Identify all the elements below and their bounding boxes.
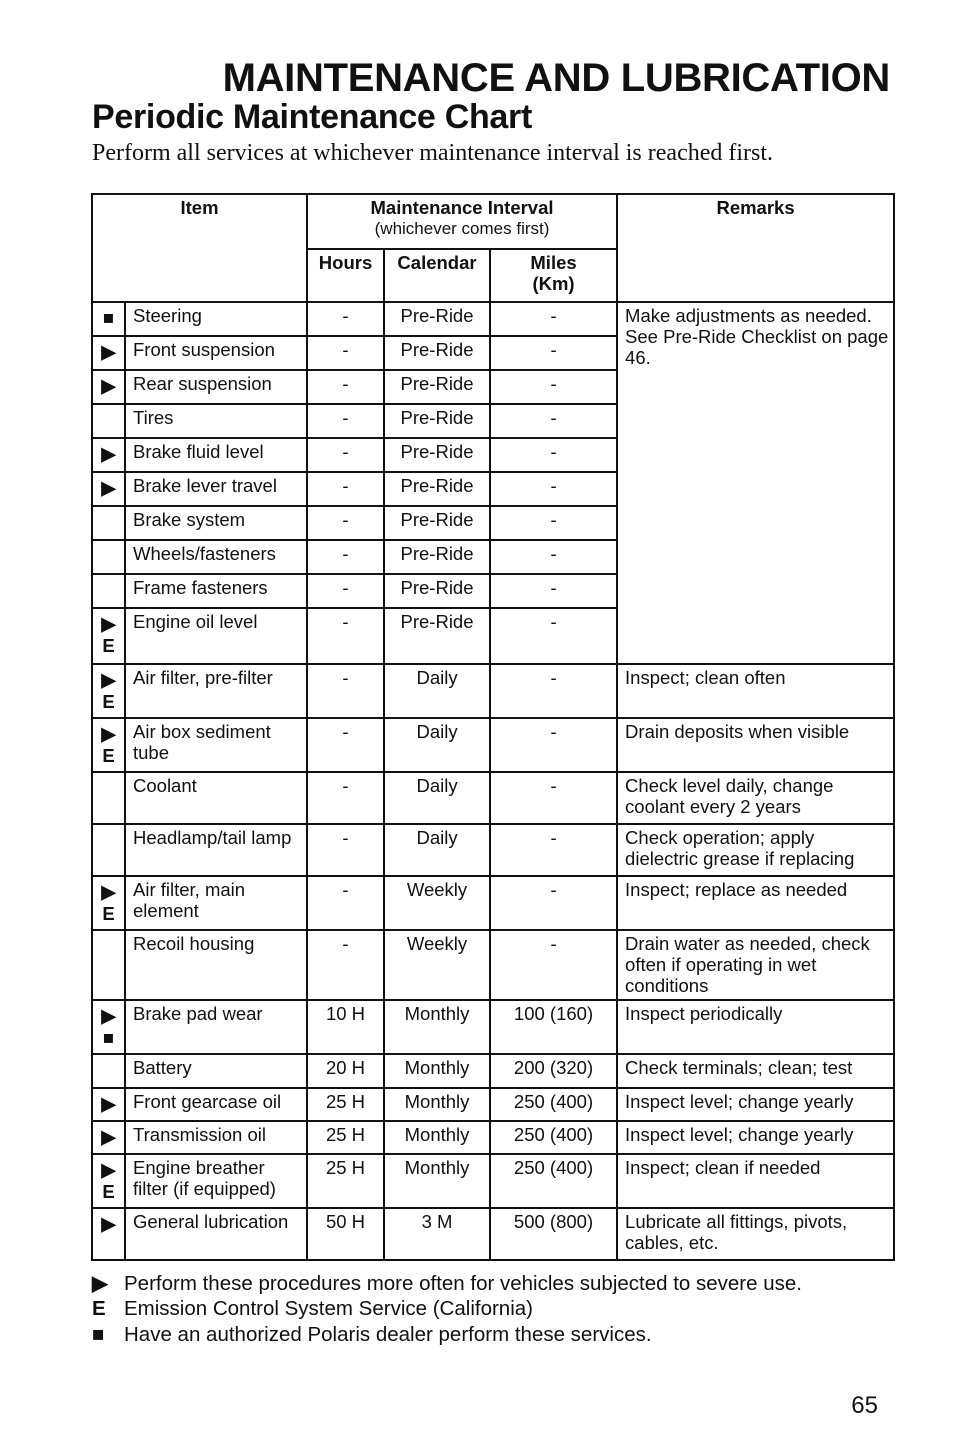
row-symbols bbox=[92, 664, 125, 718]
row-symbol: E bbox=[102, 1181, 115, 1202]
item-cell: Engine oil level bbox=[125, 608, 307, 664]
row-symbols bbox=[92, 438, 125, 472]
miles-cell: 250 (400) bbox=[490, 1121, 617, 1154]
remarks-cell: Inspect; clean if needed bbox=[617, 1154, 894, 1208]
item-cell: Headlamp/tail lamp bbox=[125, 824, 307, 876]
row-symbols bbox=[92, 540, 125, 574]
header-maintenance-interval bbox=[307, 194, 617, 249]
remarks-cell: Inspect level; change yearly bbox=[617, 1088, 894, 1121]
row-symbols bbox=[92, 876, 125, 930]
row-symbol: ▶ bbox=[101, 1126, 116, 1147]
calendar-cell: 3 M bbox=[384, 1208, 490, 1260]
page-number: 65 bbox=[851, 1392, 878, 1419]
row-symbol: ▶ bbox=[101, 723, 116, 744]
hours-cell: 25 H bbox=[307, 1154, 384, 1208]
table-row bbox=[92, 772, 894, 824]
item-cell: Recoil housing bbox=[125, 930, 307, 1000]
header-miles-label: Miles bbox=[530, 252, 577, 273]
row-symbol: ▶ bbox=[101, 477, 116, 498]
row-symbols bbox=[92, 506, 125, 540]
remarks-cell: Inspect; clean often bbox=[617, 664, 894, 718]
row-symbol: ▶ bbox=[101, 341, 116, 362]
item-cell: Frame fasteners bbox=[125, 574, 307, 608]
item-cell: Tires bbox=[125, 404, 307, 438]
hours-cell: - bbox=[307, 574, 384, 608]
table-row bbox=[92, 824, 894, 876]
page-title: MAINTENANCE AND LUBRICATION bbox=[222, 56, 890, 100]
legend-item bbox=[92, 1272, 802, 1296]
row-symbols bbox=[92, 574, 125, 608]
miles-cell: - bbox=[490, 876, 617, 930]
row-symbols bbox=[92, 1088, 125, 1121]
hours-cell: 20 H bbox=[307, 1054, 384, 1088]
miles-cell: - bbox=[490, 370, 617, 404]
intro-text: Perform all services at whichever maintenance interval is reached first. bbox=[92, 140, 774, 166]
miles-cell: - bbox=[490, 772, 617, 824]
maintenance-chart-table bbox=[91, 193, 895, 1261]
table-row bbox=[92, 930, 894, 1000]
table-row bbox=[92, 664, 894, 718]
legend-item bbox=[92, 1297, 533, 1321]
chart-body bbox=[92, 302, 894, 1260]
row-symbols bbox=[92, 608, 125, 664]
remarks-cell: Inspect; replace as needed bbox=[617, 876, 894, 930]
calendar-cell: Weekly bbox=[384, 930, 490, 1000]
item-cell: Coolant bbox=[125, 772, 307, 824]
calendar-cell: Monthly bbox=[384, 1088, 490, 1121]
item-cell: Rear suspension bbox=[125, 370, 307, 404]
calendar-cell: Weekly bbox=[384, 876, 490, 930]
hours-cell: - bbox=[307, 718, 384, 772]
row-symbols bbox=[92, 1000, 125, 1054]
item-cell: General lubrication bbox=[125, 1208, 307, 1260]
remarks-cell: Inspect periodically bbox=[617, 1000, 894, 1054]
row-symbol: ▶ bbox=[101, 443, 116, 464]
hours-cell: - bbox=[307, 824, 384, 876]
calendar-cell: Daily bbox=[384, 772, 490, 824]
row-symbol: ▶ bbox=[101, 375, 116, 396]
header-miles bbox=[490, 249, 617, 302]
miles-cell: - bbox=[490, 824, 617, 876]
row-symbol: ▶ bbox=[101, 881, 116, 902]
miles-cell: - bbox=[490, 472, 617, 506]
item-cell: Brake system bbox=[125, 506, 307, 540]
calendar-cell: Pre-Ride bbox=[384, 438, 490, 472]
hours-cell: - bbox=[307, 664, 384, 718]
row-symbol: E bbox=[102, 691, 115, 712]
row-symbols bbox=[92, 472, 125, 506]
header-interval-label: Maintenance Interval bbox=[370, 197, 554, 218]
item-cell: Battery bbox=[125, 1054, 307, 1088]
header-hours: Hours bbox=[307, 249, 384, 302]
miles-cell: - bbox=[490, 336, 617, 370]
row-symbol: ■ bbox=[102, 307, 115, 328]
header-item: Item bbox=[92, 194, 307, 302]
hours-cell: - bbox=[307, 438, 384, 472]
item-cell: Wheels/fasteners bbox=[125, 540, 307, 574]
miles-cell: - bbox=[490, 404, 617, 438]
hours-cell: - bbox=[307, 930, 384, 1000]
row-symbols bbox=[92, 824, 125, 876]
row-symbol: ▶ bbox=[101, 613, 116, 634]
row-symbol: E bbox=[102, 903, 115, 924]
legend-mark: E bbox=[92, 1297, 106, 1320]
calendar-cell: Pre-Ride bbox=[384, 608, 490, 664]
section-title: Periodic Maintenance Chart bbox=[92, 98, 532, 136]
row-symbols bbox=[92, 1121, 125, 1154]
hours-cell: 25 H bbox=[307, 1088, 384, 1121]
miles-cell: - bbox=[490, 930, 617, 1000]
miles-cell: - bbox=[490, 302, 617, 336]
calendar-cell: Daily bbox=[384, 718, 490, 772]
table-row bbox=[92, 1000, 894, 1054]
row-symbols bbox=[92, 370, 125, 404]
table-row bbox=[92, 876, 894, 930]
table-row bbox=[92, 1088, 894, 1121]
item-cell: Front suspension bbox=[125, 336, 307, 370]
miles-cell: - bbox=[490, 506, 617, 540]
calendar-cell: Pre-Ride bbox=[384, 506, 490, 540]
row-symbol: ▶ bbox=[101, 1005, 116, 1026]
row-symbol: ▶ bbox=[101, 669, 116, 690]
legend-text: Perform these procedures more often for vehicles subjected to severe use. bbox=[124, 1272, 802, 1295]
hours-cell: 10 H bbox=[307, 1000, 384, 1054]
item-cell: Air box sediment tube bbox=[125, 718, 307, 772]
calendar-cell: Monthly bbox=[384, 1154, 490, 1208]
hours-cell: - bbox=[307, 506, 384, 540]
item-cell: Brake lever travel bbox=[125, 472, 307, 506]
row-symbols bbox=[92, 1208, 125, 1260]
miles-cell: 500 (800) bbox=[490, 1208, 617, 1260]
item-cell: Front gearcase oil bbox=[125, 1088, 307, 1121]
hours-cell: - bbox=[307, 772, 384, 824]
miles-cell: - bbox=[490, 664, 617, 718]
hours-cell: - bbox=[307, 540, 384, 574]
calendar-cell: Pre-Ride bbox=[384, 540, 490, 574]
remarks-cell: Check level daily, change coolant every 2 years bbox=[617, 772, 894, 824]
header-km-label: (Km) bbox=[532, 273, 575, 294]
hours-cell: - bbox=[307, 876, 384, 930]
calendar-cell: Monthly bbox=[384, 1054, 490, 1088]
row-symbol: ▶ bbox=[101, 1213, 116, 1234]
remarks-cell: Inspect level; change yearly bbox=[617, 1121, 894, 1154]
hours-cell: - bbox=[307, 336, 384, 370]
legend-text: Have an authorized Polaris dealer perform these services. bbox=[124, 1323, 652, 1346]
miles-cell: 250 (400) bbox=[490, 1088, 617, 1121]
hours-cell: - bbox=[307, 370, 384, 404]
remarks-cell: Drain deposits when visible bbox=[617, 718, 894, 772]
legend-mark: ▶ bbox=[92, 1272, 108, 1295]
calendar-cell: Pre-Ride bbox=[384, 302, 490, 336]
row-symbols bbox=[92, 302, 125, 336]
legend-mark: ■ bbox=[92, 1323, 105, 1346]
hours-cell: 50 H bbox=[307, 1208, 384, 1260]
row-symbol: E bbox=[102, 635, 115, 656]
row-symbols bbox=[92, 404, 125, 438]
remarks-cell: Check terminals; clean; test bbox=[617, 1054, 894, 1088]
table-row bbox=[92, 1121, 894, 1154]
row-symbols bbox=[92, 718, 125, 772]
miles-cell: 250 (400) bbox=[490, 1154, 617, 1208]
row-symbol: E bbox=[102, 745, 115, 766]
calendar-cell: Pre-Ride bbox=[384, 370, 490, 404]
item-cell: Air filter, pre-filter bbox=[125, 664, 307, 718]
calendar-cell: Monthly bbox=[384, 1121, 490, 1154]
row-symbols bbox=[92, 1154, 125, 1208]
hours-cell: - bbox=[307, 302, 384, 336]
calendar-cell: Pre-Ride bbox=[384, 404, 490, 438]
remarks-cell: Lubricate all fittings, pivots, cables, etc. bbox=[617, 1208, 894, 1260]
item-cell: Air filter, main element bbox=[125, 876, 307, 930]
table-row bbox=[92, 302, 894, 336]
item-cell: Engine breather filter (if equipped) bbox=[125, 1154, 307, 1208]
remarks-cell-preride: Make adjustments as needed. See Pre-Ride Checklist on page 46. bbox=[617, 302, 894, 664]
miles-cell: - bbox=[490, 574, 617, 608]
header-calendar: Calendar bbox=[384, 249, 490, 302]
item-cell: Brake pad wear bbox=[125, 1000, 307, 1054]
hours-cell: - bbox=[307, 404, 384, 438]
row-symbols bbox=[92, 930, 125, 1000]
row-symbols bbox=[92, 772, 125, 824]
miles-cell: - bbox=[490, 540, 617, 574]
hours-cell: - bbox=[307, 608, 384, 664]
row-symbol: ▶ bbox=[101, 1159, 116, 1180]
legend-item bbox=[92, 1323, 652, 1347]
row-symbol: ■ bbox=[102, 1027, 115, 1048]
remarks-cell: Check operation; apply dielectric grease if replacing bbox=[617, 824, 894, 876]
miles-cell: 100 (160) bbox=[490, 1000, 617, 1054]
hours-cell: 25 H bbox=[307, 1121, 384, 1154]
miles-cell: - bbox=[490, 608, 617, 664]
calendar-cell: Pre-Ride bbox=[384, 472, 490, 506]
item-cell: Brake fluid level bbox=[125, 438, 307, 472]
row-symbols bbox=[92, 336, 125, 370]
header-remarks: Remarks bbox=[617, 194, 894, 302]
miles-cell: - bbox=[490, 718, 617, 772]
table-row bbox=[92, 718, 894, 772]
miles-cell: 200 (320) bbox=[490, 1054, 617, 1088]
calendar-cell: Pre-Ride bbox=[384, 336, 490, 370]
calendar-cell: Monthly bbox=[384, 1000, 490, 1054]
table-row bbox=[92, 1208, 894, 1260]
remarks-cell: Drain water as needed, check often if operating in wet conditions bbox=[617, 930, 894, 1000]
table-row bbox=[92, 1054, 894, 1088]
row-symbols bbox=[92, 1054, 125, 1088]
item-cell: Transmission oil bbox=[125, 1121, 307, 1154]
hours-cell: - bbox=[307, 472, 384, 506]
table-row bbox=[92, 1154, 894, 1208]
calendar-cell: Daily bbox=[384, 824, 490, 876]
row-symbol: ▶ bbox=[101, 1093, 116, 1114]
miles-cell: - bbox=[490, 438, 617, 472]
header-interval-note: (whichever comes first) bbox=[374, 219, 550, 238]
legend-text: Emission Control System Service (California) bbox=[124, 1297, 533, 1320]
calendar-cell: Daily bbox=[384, 664, 490, 718]
item-cell: Steering bbox=[125, 302, 307, 336]
calendar-cell: Pre-Ride bbox=[384, 574, 490, 608]
